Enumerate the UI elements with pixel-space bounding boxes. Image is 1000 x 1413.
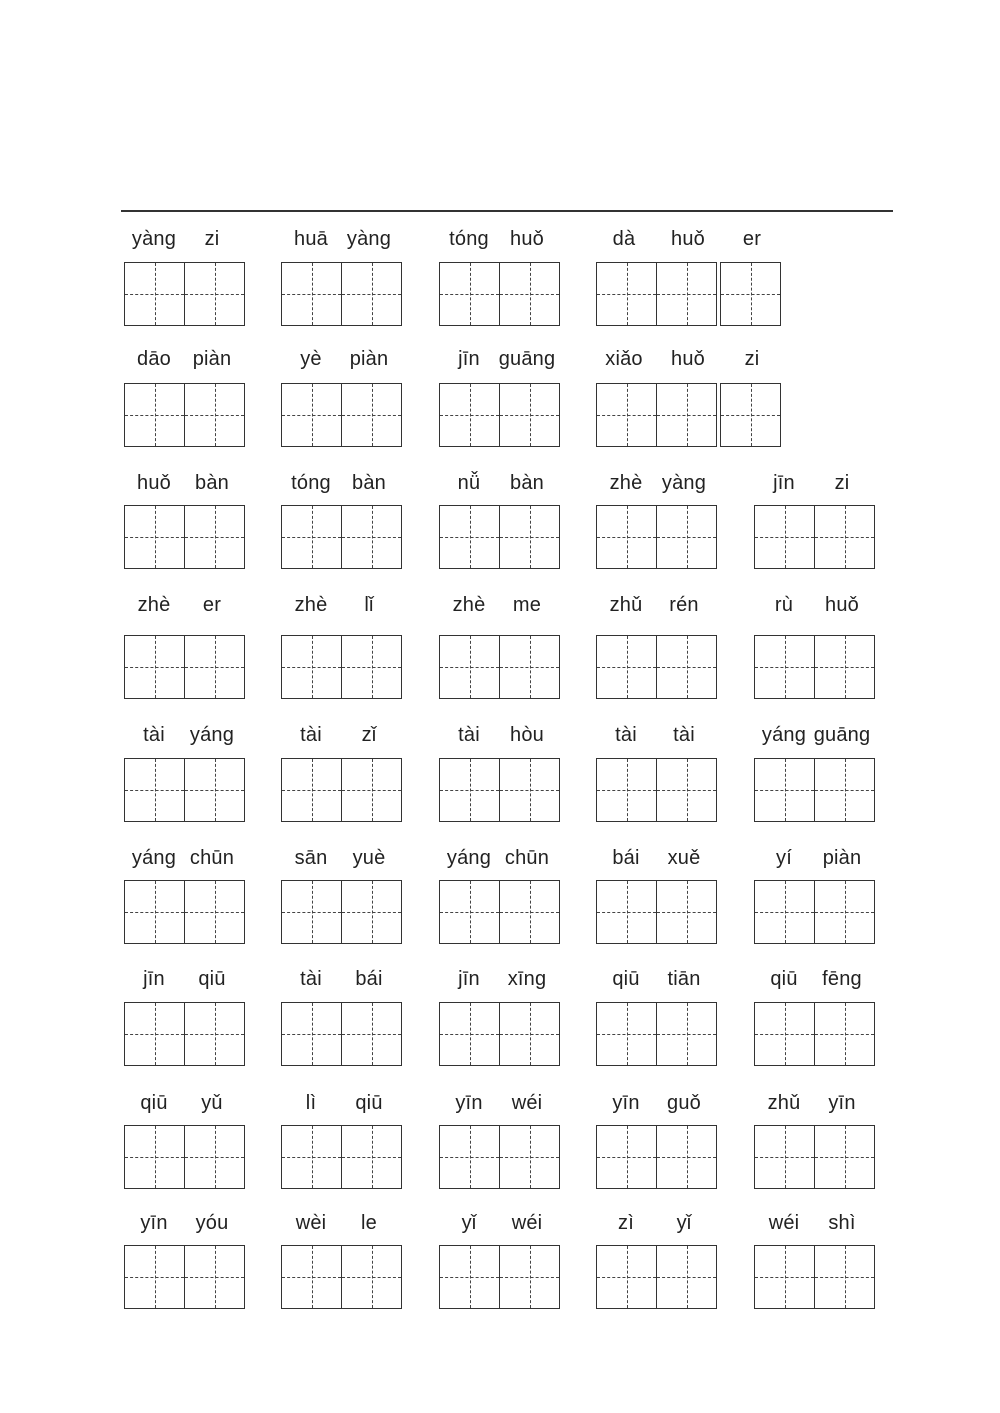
tianzige-box[interactable] bbox=[596, 505, 657, 569]
pinyin-syllable: piàn bbox=[349, 348, 389, 370]
pinyin-syllable: yáng bbox=[189, 724, 235, 746]
pinyin-syllable: er bbox=[742, 228, 762, 250]
writing-box-group bbox=[754, 758, 875, 822]
pinyin-syllable: zhè bbox=[452, 594, 486, 616]
writing-box-group bbox=[596, 635, 717, 699]
pinyin-syllable: zhè bbox=[609, 472, 643, 494]
tianzige-box[interactable] bbox=[439, 758, 500, 822]
pinyin-syllable: tài bbox=[458, 724, 480, 746]
tianzige-box[interactable] bbox=[754, 635, 815, 699]
pinyin-syllable: zì bbox=[618, 1212, 634, 1234]
tianzige-box[interactable] bbox=[596, 635, 657, 699]
pinyin-syllable: lǐ bbox=[364, 594, 374, 616]
pinyin-syllable: qiū bbox=[612, 968, 640, 990]
pinyin-syllable: bái bbox=[612, 847, 640, 869]
tianzige-box[interactable] bbox=[281, 635, 342, 699]
pinyin-syllable: huǒ bbox=[137, 472, 171, 494]
writing-box-group bbox=[281, 262, 402, 326]
writing-box-group bbox=[596, 383, 781, 447]
tianzige-box[interactable] bbox=[185, 1002, 245, 1066]
pinyin-syllable: yàng bbox=[346, 228, 392, 250]
pinyin-syllable: xīng bbox=[507, 968, 547, 990]
pinyin-syllable: bái bbox=[355, 968, 383, 990]
writing-box-group bbox=[281, 1002, 402, 1066]
pinyin-syllable: tiān bbox=[667, 968, 701, 990]
pinyin-syllable: wéi bbox=[511, 1092, 543, 1114]
writing-box-group bbox=[124, 635, 245, 699]
writing-box-group bbox=[439, 1125, 560, 1189]
tianzige-box[interactable] bbox=[281, 1125, 342, 1189]
pinyin-syllable: dà bbox=[612, 228, 636, 250]
writing-box-group bbox=[124, 262, 245, 326]
tianzige-box[interactable] bbox=[500, 262, 560, 326]
pinyin-syllable: xuě bbox=[667, 847, 701, 869]
pinyin-syllable: jīn bbox=[458, 348, 480, 370]
pinyin-syllable: jīn bbox=[458, 968, 480, 990]
writing-box-group bbox=[281, 880, 402, 944]
tianzige-box[interactable] bbox=[124, 1002, 185, 1066]
tianzige-box[interactable] bbox=[657, 1245, 717, 1309]
pinyin-syllable: zǐ bbox=[361, 724, 377, 746]
tianzige-box[interactable] bbox=[124, 383, 185, 447]
pinyin-syllable: huǒ bbox=[510, 228, 544, 250]
writing-box-group bbox=[596, 758, 717, 822]
tianzige-box[interactable] bbox=[596, 1245, 657, 1309]
pinyin-syllable: bàn bbox=[195, 472, 229, 494]
pinyin-syllable: rù bbox=[774, 594, 794, 616]
writing-box-group bbox=[754, 1002, 875, 1066]
writing-box-group bbox=[754, 1125, 875, 1189]
tianzige-box[interactable] bbox=[657, 1002, 717, 1066]
pinyin-syllable: qiū bbox=[770, 968, 798, 990]
pinyin-syllable: guāng bbox=[498, 348, 556, 370]
tianzige-box[interactable] bbox=[500, 1245, 560, 1309]
writing-box-group bbox=[124, 1245, 245, 1309]
pinyin-syllable: yīn bbox=[828, 1092, 856, 1114]
pinyin-syllable: rén bbox=[669, 594, 699, 616]
pinyin-syllable: zhǔ bbox=[609, 594, 643, 616]
tianzige-box[interactable] bbox=[124, 758, 185, 822]
writing-box-group bbox=[439, 880, 560, 944]
top-rule bbox=[121, 210, 893, 212]
tianzige-box[interactable] bbox=[657, 635, 717, 699]
tianzige-box[interactable] bbox=[439, 635, 500, 699]
pinyin-syllable: yàng bbox=[131, 228, 177, 250]
pinyin-syllable: dāo bbox=[137, 348, 171, 370]
writing-box-group bbox=[281, 505, 402, 569]
writing-box-group bbox=[124, 1002, 245, 1066]
pinyin-syllable: yáng bbox=[446, 847, 492, 869]
tianzige-box[interactable] bbox=[657, 1125, 717, 1189]
pinyin-syllable: huǒ bbox=[671, 348, 705, 370]
tianzige-box[interactable] bbox=[281, 262, 342, 326]
pinyin-syllable: wéi bbox=[768, 1212, 800, 1234]
tianzige-box[interactable] bbox=[185, 880, 245, 944]
tianzige-box[interactable] bbox=[815, 880, 875, 944]
pinyin-syllable: shì bbox=[828, 1212, 856, 1234]
writing-box-group bbox=[754, 635, 875, 699]
tianzige-box[interactable] bbox=[185, 1125, 245, 1189]
tianzige-box[interactable] bbox=[720, 262, 781, 326]
pinyin-syllable: yè bbox=[300, 348, 322, 370]
writing-box-group bbox=[754, 1245, 875, 1309]
pinyin-syllable: qiū bbox=[355, 1092, 383, 1114]
tianzige-box[interactable] bbox=[342, 505, 402, 569]
writing-box-group bbox=[596, 1125, 717, 1189]
tianzige-box[interactable] bbox=[281, 505, 342, 569]
pinyin-syllable: qiū bbox=[140, 1092, 168, 1114]
writing-box-group bbox=[281, 1125, 402, 1189]
pinyin-syllable: tài bbox=[615, 724, 637, 746]
writing-box-group bbox=[124, 505, 245, 569]
tianzige-box[interactable] bbox=[596, 383, 657, 447]
writing-box-group bbox=[439, 262, 560, 326]
tianzige-box[interactable] bbox=[281, 758, 342, 822]
tianzige-box[interactable] bbox=[500, 383, 560, 447]
tianzige-box[interactable] bbox=[754, 1125, 815, 1189]
tianzige-box[interactable] bbox=[754, 758, 815, 822]
writing-box-group bbox=[281, 383, 402, 447]
tianzige-box[interactable] bbox=[439, 1002, 500, 1066]
tianzige-box[interactable] bbox=[124, 1245, 185, 1309]
pinyin-syllable: qiū bbox=[198, 968, 226, 990]
writing-box-group bbox=[124, 758, 245, 822]
tianzige-box[interactable] bbox=[439, 880, 500, 944]
writing-box-group bbox=[439, 505, 560, 569]
tianzige-box[interactable] bbox=[815, 1245, 875, 1309]
pinyin-syllable: zi bbox=[834, 472, 850, 494]
tianzige-box[interactable] bbox=[657, 383, 717, 447]
tianzige-box[interactable] bbox=[754, 1245, 815, 1309]
writing-box-group bbox=[439, 1002, 560, 1066]
tianzige-box[interactable] bbox=[185, 262, 245, 326]
writing-box-group bbox=[281, 635, 402, 699]
pinyin-syllable: jīn bbox=[143, 968, 165, 990]
tianzige-box[interactable] bbox=[720, 383, 781, 447]
pinyin-syllable: yīn bbox=[455, 1092, 483, 1114]
pinyin-syllable: yóu bbox=[195, 1212, 229, 1234]
writing-box-group bbox=[124, 383, 245, 447]
tianzige-box[interactable] bbox=[439, 262, 500, 326]
writing-box-group bbox=[439, 758, 560, 822]
pinyin-syllable: zhè bbox=[294, 594, 328, 616]
tianzige-box[interactable] bbox=[500, 758, 560, 822]
tianzige-box[interactable] bbox=[124, 1125, 185, 1189]
tianzige-box[interactable] bbox=[500, 1125, 560, 1189]
tianzige-box[interactable] bbox=[596, 1125, 657, 1189]
tianzige-box[interactable] bbox=[657, 262, 717, 326]
pinyin-syllable: yáng bbox=[761, 724, 807, 746]
pinyin-syllable: piàn bbox=[822, 847, 862, 869]
pinyin-syllable: wéi bbox=[511, 1212, 543, 1234]
tianzige-box[interactable] bbox=[500, 505, 560, 569]
tianzige-box[interactable] bbox=[281, 880, 342, 944]
pinyin-syllable: huā bbox=[294, 228, 328, 250]
tianzige-box[interactable] bbox=[342, 383, 402, 447]
tianzige-box[interactable] bbox=[124, 880, 185, 944]
writing-box-group bbox=[439, 383, 560, 447]
pinyin-syllable: hòu bbox=[510, 724, 544, 746]
pinyin-syllable: bàn bbox=[510, 472, 544, 494]
tianzige-box[interactable] bbox=[342, 1245, 402, 1309]
pinyin-syllable: huǒ bbox=[671, 228, 705, 250]
writing-box-group bbox=[281, 1245, 402, 1309]
tianzige-box[interactable] bbox=[815, 1002, 875, 1066]
writing-box-group bbox=[596, 262, 781, 326]
tianzige-box[interactable] bbox=[439, 1125, 500, 1189]
tianzige-box[interactable] bbox=[657, 880, 717, 944]
tianzige-box[interactable] bbox=[657, 758, 717, 822]
pinyin-syllable: xiǎo bbox=[605, 348, 643, 370]
pinyin-syllable: zi bbox=[744, 348, 760, 370]
tianzige-box[interactable] bbox=[439, 505, 500, 569]
tianzige-box[interactable] bbox=[500, 1002, 560, 1066]
pinyin-syllable: yuè bbox=[352, 847, 386, 869]
tianzige-box[interactable] bbox=[657, 505, 717, 569]
tianzige-box[interactable] bbox=[185, 1245, 245, 1309]
writing-box-group bbox=[281, 758, 402, 822]
pinyin-syllable: nǚ bbox=[457, 472, 481, 494]
pinyin-syllable: yáng bbox=[131, 847, 177, 869]
tianzige-box[interactable] bbox=[281, 1245, 342, 1309]
tianzige-box[interactable] bbox=[185, 383, 245, 447]
tianzige-box[interactable] bbox=[815, 505, 875, 569]
pinyin-syllable: tài bbox=[300, 724, 322, 746]
pinyin-syllable: yīn bbox=[140, 1212, 168, 1234]
pinyin-syllable: yǔ bbox=[201, 1092, 223, 1114]
tianzige-box[interactable] bbox=[815, 635, 875, 699]
tianzige-box[interactable] bbox=[342, 880, 402, 944]
pinyin-syllable: chūn bbox=[504, 847, 550, 869]
pinyin-syllable: guāng bbox=[813, 724, 871, 746]
pinyin-syllable: tài bbox=[300, 968, 322, 990]
pinyin-syllable: tài bbox=[143, 724, 165, 746]
pinyin-syllable: tài bbox=[673, 724, 695, 746]
tianzige-box[interactable] bbox=[342, 758, 402, 822]
writing-box-group bbox=[124, 1125, 245, 1189]
pinyin-syllable: tóng bbox=[291, 472, 331, 494]
pinyin-syllable: yǐ bbox=[461, 1212, 477, 1234]
writing-box-group bbox=[439, 635, 560, 699]
tianzige-box[interactable] bbox=[596, 880, 657, 944]
tianzige-box[interactable] bbox=[500, 880, 560, 944]
tianzige-box[interactable] bbox=[342, 262, 402, 326]
tianzige-box[interactable] bbox=[281, 383, 342, 447]
tianzige-box[interactable] bbox=[342, 1125, 402, 1189]
pinyin-syllable: er bbox=[202, 594, 222, 616]
pinyin-syllable: zhè bbox=[137, 594, 171, 616]
tianzige-box[interactable] bbox=[754, 505, 815, 569]
pinyin-syllable: chūn bbox=[189, 847, 235, 869]
tianzige-box[interactable] bbox=[185, 505, 245, 569]
tianzige-box[interactable] bbox=[500, 635, 560, 699]
tianzige-box[interactable] bbox=[342, 1002, 402, 1066]
tianzige-box[interactable] bbox=[185, 635, 245, 699]
pinyin-syllable: yàng bbox=[661, 472, 707, 494]
tianzige-box[interactable] bbox=[596, 758, 657, 822]
pinyin-syllable: guǒ bbox=[667, 1092, 701, 1114]
pinyin-syllable: piàn bbox=[192, 348, 232, 370]
tianzige-box[interactable] bbox=[124, 635, 185, 699]
pinyin-syllable: bàn bbox=[352, 472, 386, 494]
writing-box-group bbox=[754, 880, 875, 944]
pinyin-syllable: yí bbox=[776, 847, 792, 869]
tianzige-box[interactable] bbox=[124, 262, 185, 326]
pinyin-syllable: me bbox=[512, 594, 542, 616]
pinyin-syllable: jīn bbox=[773, 472, 795, 494]
pinyin-syllable: zhǔ bbox=[767, 1092, 801, 1114]
pinyin-syllable: yǐ bbox=[676, 1212, 692, 1234]
tianzige-box[interactable] bbox=[124, 505, 185, 569]
tianzige-box[interactable] bbox=[815, 758, 875, 822]
pinyin-syllable: huǒ bbox=[825, 594, 859, 616]
writing-box-group bbox=[596, 1002, 717, 1066]
pinyin-syllable: sān bbox=[294, 847, 328, 869]
pinyin-syllable: fēng bbox=[822, 968, 862, 990]
writing-box-group bbox=[124, 880, 245, 944]
tianzige-box[interactable] bbox=[596, 262, 657, 326]
pinyin-syllable: tóng bbox=[449, 228, 489, 250]
writing-box-group bbox=[596, 880, 717, 944]
tianzige-box[interactable] bbox=[439, 383, 500, 447]
tianzige-box[interactable] bbox=[185, 758, 245, 822]
tianzige-box[interactable] bbox=[281, 1002, 342, 1066]
pinyin-syllable: lì bbox=[305, 1092, 317, 1114]
pinyin-syllable: yīn bbox=[612, 1092, 640, 1114]
writing-box-group bbox=[596, 505, 717, 569]
tianzige-box[interactable] bbox=[754, 880, 815, 944]
writing-box-group bbox=[439, 1245, 560, 1309]
tianzige-box[interactable] bbox=[815, 1125, 875, 1189]
tianzige-box[interactable] bbox=[342, 635, 402, 699]
pinyin-syllable: wèi bbox=[295, 1212, 327, 1234]
tianzige-box[interactable] bbox=[596, 1002, 657, 1066]
writing-box-group bbox=[754, 505, 875, 569]
tianzige-box[interactable] bbox=[439, 1245, 500, 1309]
tianzige-box[interactable] bbox=[754, 1002, 815, 1066]
pinyin-syllable: zi bbox=[204, 228, 220, 250]
writing-box-group bbox=[596, 1245, 717, 1309]
pinyin-syllable: le bbox=[361, 1212, 377, 1234]
